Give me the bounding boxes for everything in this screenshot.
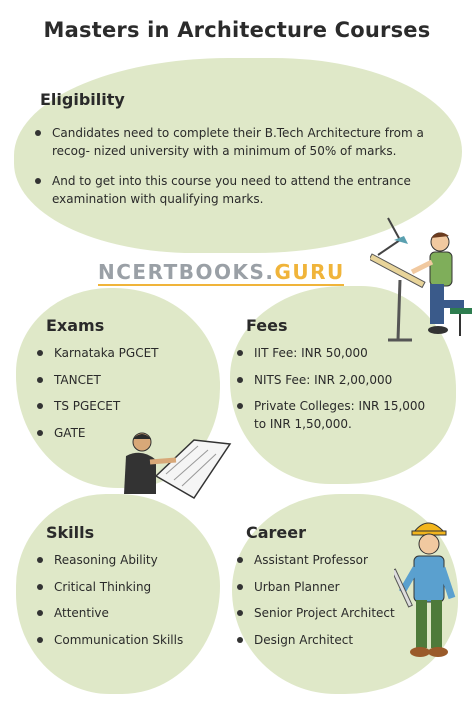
list-item: Urban Planner <box>234 578 414 596</box>
list-item: GATE <box>34 424 204 442</box>
list-item: Critical Thinking <box>34 578 214 596</box>
list-item: Assistant Professor <box>234 551 414 569</box>
list-item: And to get into this course you need to attend the entrance examination with qualifying marks. <box>32 172 442 208</box>
list-item: TANCET <box>34 371 204 389</box>
watermark-logo: NCERTBOOKS.GURU <box>98 260 345 284</box>
exams-heading: Exams <box>46 316 105 335</box>
list-item: Karnataka PGCET <box>34 344 204 362</box>
page-title: Masters in Architecture Courses <box>43 18 431 42</box>
fees-heading: Fees <box>246 316 288 335</box>
eligibility-list <box>32 124 442 216</box>
list-item: Private Colleges: INR 15,000 to INR 1,50,000. <box>234 397 434 433</box>
list-item: TS PGECET <box>34 397 204 415</box>
list-item: Candidates need to complete their B.Tech Architecture from a recog- nized university with a minimum of 50% of marks. <box>32 124 442 160</box>
list-item: Reasoning Ability <box>34 551 214 569</box>
eligibility-heading: Eligibility <box>40 90 125 109</box>
list-item: Design Architect <box>234 631 414 649</box>
career-heading: Career <box>246 523 307 542</box>
engineer-illustration <box>394 512 464 662</box>
drawing-man-illustration <box>116 422 234 506</box>
fees-list <box>234 344 434 442</box>
career-list <box>234 551 414 657</box>
list-item: Senior Project Architect <box>234 604 414 622</box>
skills-heading: Skills <box>46 523 95 542</box>
watermark-underline <box>98 284 344 286</box>
list-item: NITS Fee: INR 2,00,000 <box>234 371 434 389</box>
architect-drafting-illustration <box>370 210 474 350</box>
list-item: Attentive <box>34 604 214 622</box>
skills-list <box>34 551 214 657</box>
list-item: Communication Skills <box>34 631 214 649</box>
list-item: IIT Fee: INR 50,000 <box>234 344 434 362</box>
